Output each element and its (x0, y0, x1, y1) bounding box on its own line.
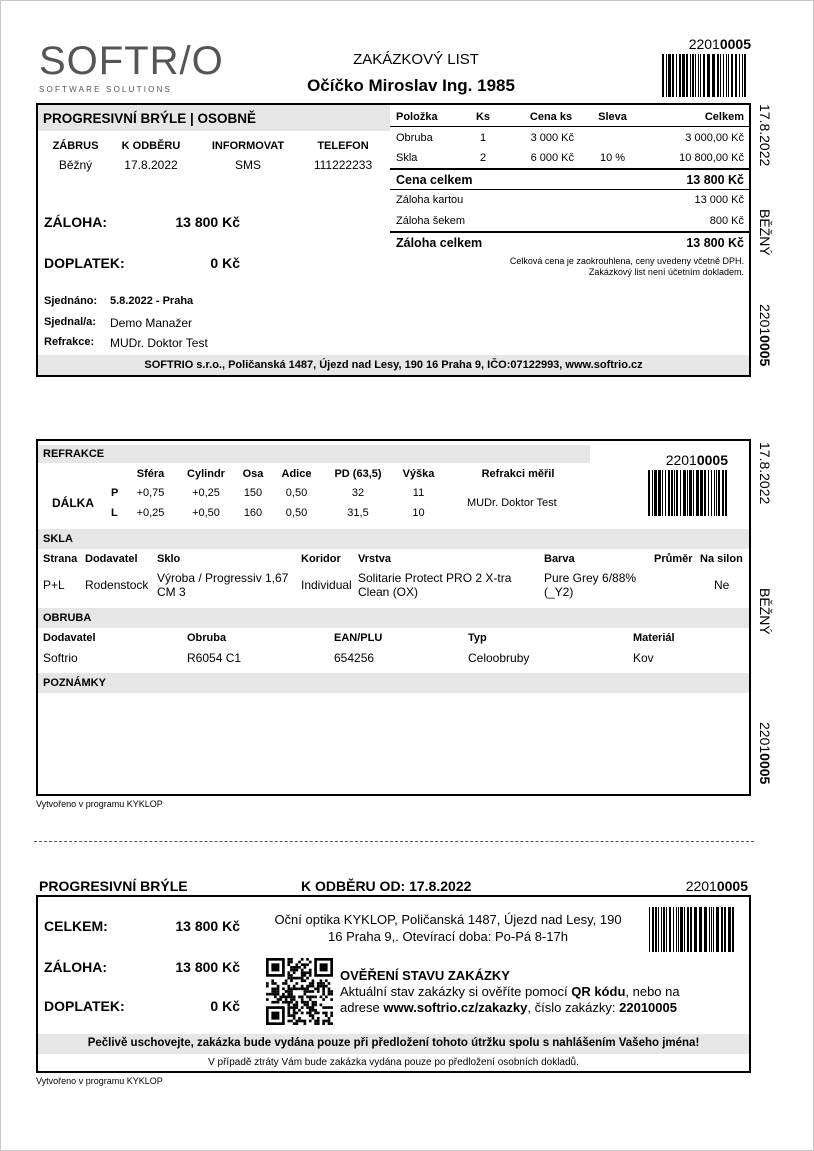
side-date: 17.8.2022 (757, 104, 773, 167)
order-summary-box (36, 103, 751, 377)
doplatek-label: DOPLATEK: (44, 255, 125, 271)
ref-osa: 150 (243, 487, 263, 499)
side-order (757, 722, 773, 784)
doplatek-value: 0 Kč (210, 998, 240, 1014)
obruba-header-ean: EAN/PLU (334, 632, 383, 644)
barcode-bar (690, 907, 692, 952)
barcode-bar (669, 907, 671, 952)
barcode (649, 907, 739, 952)
pickup-ticket-box (36, 895, 751, 1073)
obruba-header-obruba: Obruba (187, 632, 227, 644)
items-header-sleva: Sleva (598, 111, 627, 123)
side-type: BĚŽNÝ (757, 209, 773, 256)
zaloha-celkem-label: Záloha celkem (396, 236, 483, 250)
obruba-header-material: Materiál (633, 632, 675, 644)
ticket-title: PROGRESIVNÍ BRÝLE (39, 878, 188, 894)
logo-tagline: SOFTWARE SOLUTIONS (39, 85, 173, 94)
overeni-qr-label: QR kódu (571, 984, 626, 999)
barcode-bar (658, 907, 659, 952)
barcode-bar (690, 54, 691, 97)
ref-header-meril: Refrakci měřil (481, 468, 555, 480)
order-prefix: 2201 (688, 36, 720, 52)
side-date: 17.8.2022 (757, 442, 773, 505)
overeni-text-part: , číslo zakázky: (527, 1000, 620, 1015)
obruba-title: OBRUBA (38, 608, 749, 628)
barcode-bar (732, 907, 734, 952)
barcode-bar (654, 470, 657, 516)
item-sleva: 10 % (599, 152, 626, 164)
barcode-bar (694, 907, 697, 952)
items-header-polozka: Položka (396, 111, 438, 123)
value-zabrus: Běžný (58, 158, 93, 172)
label-telefon: TELEFON (317, 140, 369, 152)
receipt-note: Zakázkový list není účetním dokladem. (588, 267, 744, 277)
skla-header-koridor: Koridor (301, 553, 341, 565)
barcode (648, 470, 730, 516)
side-order (757, 304, 773, 366)
divider (390, 126, 749, 127)
sjednal-value: Demo Manažer (110, 316, 193, 330)
zaloha-value: 13 800 Kč (175, 959, 240, 975)
barcode-bar (679, 54, 681, 97)
barcode-bar (673, 907, 674, 952)
ref-vyska: 10 (412, 507, 425, 519)
cena-celkem-value: 13 800 Kč (686, 173, 744, 187)
doplatek-value: 0 Kč (210, 255, 240, 271)
barcode-bar (718, 470, 720, 516)
dalka-label: DÁLKA (52, 496, 94, 510)
zaloha-label: ZÁLOHA: (44, 214, 107, 230)
barcode-bar (661, 907, 662, 952)
item-celkem: 10 800,00 Kč (679, 152, 744, 164)
barcode-bar (666, 54, 667, 97)
sjednano-value: 5.8.2022 - Praha (110, 295, 194, 307)
barcode-bar (731, 54, 733, 97)
barcode-bar (716, 907, 719, 952)
barcode-bar (672, 54, 674, 97)
barcode-bar (684, 907, 685, 952)
barcode-bar (700, 54, 701, 97)
ref-adice: 0,50 (285, 507, 308, 519)
barcode-bar (704, 470, 706, 516)
obruba-ean: 654256 (334, 651, 375, 665)
skla-koridor: Individual (301, 578, 352, 592)
barcode-bar (687, 470, 688, 516)
skla-sklo: Výroba / Progressiv 1,67 CM 3 (157, 571, 289, 599)
barcode-bar (725, 470, 727, 516)
ref-pd: 32 (351, 487, 365, 499)
obruba-model: R6054 C1 (187, 651, 242, 665)
zaloha-value: 13 800 Kč (175, 214, 240, 230)
items-header-ks: Ks (475, 111, 491, 123)
skla-title: SKLA (38, 529, 749, 549)
skla-header-sklo: Sklo (157, 553, 181, 565)
side-order-suffix: 0005 (757, 753, 773, 785)
overeni-text-part: adrese (340, 1000, 384, 1015)
barcode-bar (658, 470, 661, 516)
barcode-bar (655, 907, 657, 952)
label-zabrus: ZÁBRUS (52, 140, 99, 152)
barcode-bar (713, 907, 714, 952)
order-suffix: 0005 (696, 452, 728, 468)
label-k-odberu: K ODBĚRU (121, 140, 181, 152)
barcode-bar (726, 54, 727, 97)
barcode-bar (717, 54, 719, 97)
item-ks: 1 (479, 132, 487, 144)
barcode-bar (676, 907, 677, 952)
barcode-bar (721, 907, 723, 952)
barcode-bar (676, 54, 677, 97)
barcode-bar (678, 907, 679, 952)
doc-title: ZAKÁZKOVÝ LIST (353, 51, 479, 68)
barcode-bar (739, 54, 740, 97)
zaloha-kartou-value: 13 000 Kč (694, 194, 744, 206)
warning-banner: Pečlivě uschovejte, zakázka bude vydána pouze při předložení tohoto útržku spolu s nahlášením Vašeho jména! (38, 1034, 749, 1054)
order-type-title: PROGRESIVNÍ BRÝLE | OSOBNĚ (38, 105, 390, 131)
skla-silon: Ne (714, 578, 730, 592)
order-suffix: 0005 (719, 36, 751, 52)
barcode-bar (680, 470, 681, 516)
logo (39, 41, 224, 94)
created-note: Vytvořeno v programu KYKLOP (36, 1076, 163, 1086)
skla-header-barva: Barva (544, 553, 575, 565)
sjednano-label: Sjednáno: (44, 295, 98, 307)
refrakce-title: REFRAKCE (38, 445, 590, 463)
order-prefix: 2201 (685, 878, 717, 894)
overeni-text-2 (340, 1000, 677, 1015)
skla-header-dodavatel: Dodavatel (85, 553, 138, 565)
items-header-celkem: Celkem (704, 111, 744, 123)
ref-sfera: +0,25 (136, 507, 165, 519)
item-cena: 6 000 Kč (530, 152, 574, 164)
divider (390, 189, 749, 190)
ref-header-adice: Adice (281, 468, 312, 480)
barcode-bar (662, 54, 664, 97)
loss-note: V případě ztráty Vám bude zakázka vydána pouze po předložení osobních dokladů. (208, 1057, 579, 1068)
item-name: Obruba (396, 132, 433, 144)
barcode-bar (695, 54, 696, 97)
barcode-bar (724, 907, 726, 952)
ref-adice: 0,50 (285, 487, 308, 499)
sjednal-label: Sjednal/a: (44, 316, 96, 328)
barcode-bar (686, 54, 688, 97)
barcode-bar (666, 907, 667, 952)
ref-vyska: 11 (412, 487, 425, 499)
refraction-box (36, 439, 751, 796)
divider (390, 168, 749, 170)
barcode-bar (668, 470, 670, 516)
skla-strana: P+L (43, 578, 65, 592)
celkem-value: 13 800 Kč (175, 918, 240, 934)
obruba-header-dodavatel: Dodavatel (43, 632, 96, 644)
skla-dodavatel: Rodenstock (85, 578, 149, 592)
barcode-bar (699, 907, 702, 952)
overeni-title: OVĚŘENÍ STAVU ZAKÁZKY (340, 968, 510, 983)
barcode-bar (704, 907, 707, 952)
skla-header-strana: Strana (43, 553, 78, 565)
obruba-dodavatel: Softrio (43, 651, 78, 665)
barcode-bar (689, 470, 692, 516)
barcode (662, 54, 751, 97)
barcode-bar (648, 470, 650, 516)
side-order-prefix: 2201 (757, 722, 773, 754)
ref-header-pd: PD (63,5) (334, 468, 382, 480)
created-note: Vytvořeno v programu KYKLOP (36, 799, 163, 809)
ref-header-vyska: Výška (402, 468, 435, 480)
ref-pd: 31,5 (347, 507, 369, 519)
overeni-order-number: 22010005 (619, 1000, 677, 1015)
order-number (638, 452, 728, 468)
barcode-bar (652, 907, 654, 952)
skla-barva: Pure Grey 6/88% (_Y2) (544, 571, 637, 599)
side-type: BĚŽNÝ (757, 588, 773, 635)
items-header-cena: Cena ks (529, 111, 573, 123)
barcode-bar (676, 470, 678, 516)
ref-header-cylindr: Cylindr (187, 468, 225, 480)
value-k-odberu: 17.8.2022 (124, 158, 178, 172)
order-suffix: 0005 (716, 878, 748, 894)
order-number (661, 36, 751, 52)
barcode-bar (649, 907, 650, 952)
barcode-bar (683, 470, 686, 516)
optika-address-2: 16 Praha 9,. Otevírací doba: Po-Pá 8-17h (328, 929, 568, 944)
barcode-bar (680, 907, 683, 952)
barcode-bar (708, 470, 709, 516)
eye-label: L (111, 507, 118, 519)
barcode-bar (698, 54, 699, 97)
obruba-header-typ: Typ (468, 632, 487, 644)
company-footer: SOFTRIO s.r.o., Poličanská 1487, Újezd nad Lesy, 190 16 Praha 9, IČO:07122993, www.softrio.cz (38, 355, 749, 375)
value-telefon: 111222233 (313, 158, 373, 172)
barcode-bar (700, 470, 703, 516)
label-informovat: INFORMOVAT (211, 140, 285, 152)
barcode-bar (709, 907, 710, 952)
side-order-prefix: 2201 (757, 304, 773, 336)
skla-header-prumer: Průměr (654, 553, 693, 565)
barcode-bar (716, 470, 717, 516)
ref-osa: 160 (243, 507, 263, 519)
refrakce-label: Refrakce: (44, 336, 95, 348)
barcode-bar (671, 470, 673, 516)
barcode-bar (712, 54, 715, 97)
ref-sfera: +0,75 (136, 487, 165, 499)
barcode-bar (711, 470, 712, 516)
barcode-bar (714, 470, 715, 516)
skla-vrstva: Solitarie Protect PRO 2 X-tra Clean (OX) (358, 571, 512, 599)
ref-meril-value: MUDr. Doktor Test (467, 497, 557, 509)
item-name: Skla (396, 152, 418, 164)
barcode-bar (735, 54, 737, 97)
doplatek-label: DOPLATEK: (44, 998, 125, 1014)
cut-line (34, 841, 754, 842)
barcode-bar (711, 907, 712, 952)
overeni-text-part: Aktuální stav zakázky si ověříte pomocí (340, 984, 572, 999)
barcode-bar (723, 54, 724, 97)
order-number (651, 878, 748, 894)
barcode-bar (674, 470, 675, 516)
barcode-bar (668, 54, 671, 97)
obruba-material: Kov (633, 651, 654, 665)
item-celkem: 3 000,00 Kč (685, 132, 744, 144)
barcode-bar (703, 54, 705, 97)
barcode-bar (693, 470, 694, 516)
zaloha-celkem-value: 13 800 Kč (686, 236, 744, 250)
barcode-bar (720, 54, 721, 97)
item-ks: 2 (479, 152, 487, 164)
celkem-label: CELKEM: (44, 918, 108, 934)
cena-celkem-label: Cena celkem (396, 173, 473, 187)
obruba-typ: Celoobruby (468, 651, 530, 665)
barcode-bar (687, 907, 689, 952)
overeni-text-part: , nebo na (625, 984, 680, 999)
optika-address-1: Oční optika KYKLOP, Poličanská 1487, Újezd nad Lesy, 190 (274, 912, 622, 927)
barcode-bar (696, 470, 699, 516)
side-order-suffix: 0005 (757, 335, 773, 367)
ref-cyl: +0,50 (192, 507, 220, 519)
skla-header-silon: Na silon (700, 553, 743, 565)
barcode-bar (665, 470, 666, 516)
order-prefix: 2201 (665, 452, 697, 468)
barcode-bar (663, 907, 665, 952)
ref-header-sfera: Sféra (136, 468, 165, 480)
barcode-bar (652, 470, 653, 516)
barcode-bar (692, 54, 694, 97)
zaloha-kartou-label: Záloha kartou (396, 194, 464, 206)
eye-label: P (111, 487, 119, 499)
refrakce-value: MUDr. Doktor Test (110, 336, 208, 350)
ref-header-osa: Osa (242, 468, 264, 480)
overeni-url: www.softrio.cz/zakazky (383, 1000, 528, 1015)
barcode-bar (722, 470, 724, 516)
barcode-bar (728, 907, 731, 952)
qr-code-icon (266, 958, 333, 1025)
barcode-bar (728, 54, 729, 97)
item-cena: 3 000 Kč (530, 132, 574, 144)
zaloha-sekem-label: Záloha šekem (396, 215, 466, 227)
logo-name: SOFTR/O (39, 39, 224, 83)
zaloha-label: ZÁLOHA: (44, 959, 107, 975)
ticket-pickup-date: K ODBĚRU OD: 17.8.2022 (301, 878, 472, 894)
barcode-bar (662, 470, 663, 516)
ref-cyl: +0,25 (192, 487, 220, 499)
barcode-bar (707, 54, 710, 97)
poznamky-title: POZNÁMKY (38, 673, 749, 693)
divider (390, 231, 749, 233)
customer-name: Očíčko Miroslav Ing. 1985 (307, 76, 515, 95)
value-informovat: SMS (234, 158, 261, 172)
barcode-bar (682, 54, 685, 97)
barcode-bar (744, 54, 746, 97)
barcode-bar (742, 54, 743, 97)
price-note: Celková cena je zaokrouhlena, ceny uvedeny včetně DPH. (509, 256, 744, 266)
zaloha-sekem-value: 800 Kč (709, 215, 744, 227)
overeni-text-1 (340, 984, 680, 999)
skla-header-vrstva: Vrstva (358, 553, 392, 565)
